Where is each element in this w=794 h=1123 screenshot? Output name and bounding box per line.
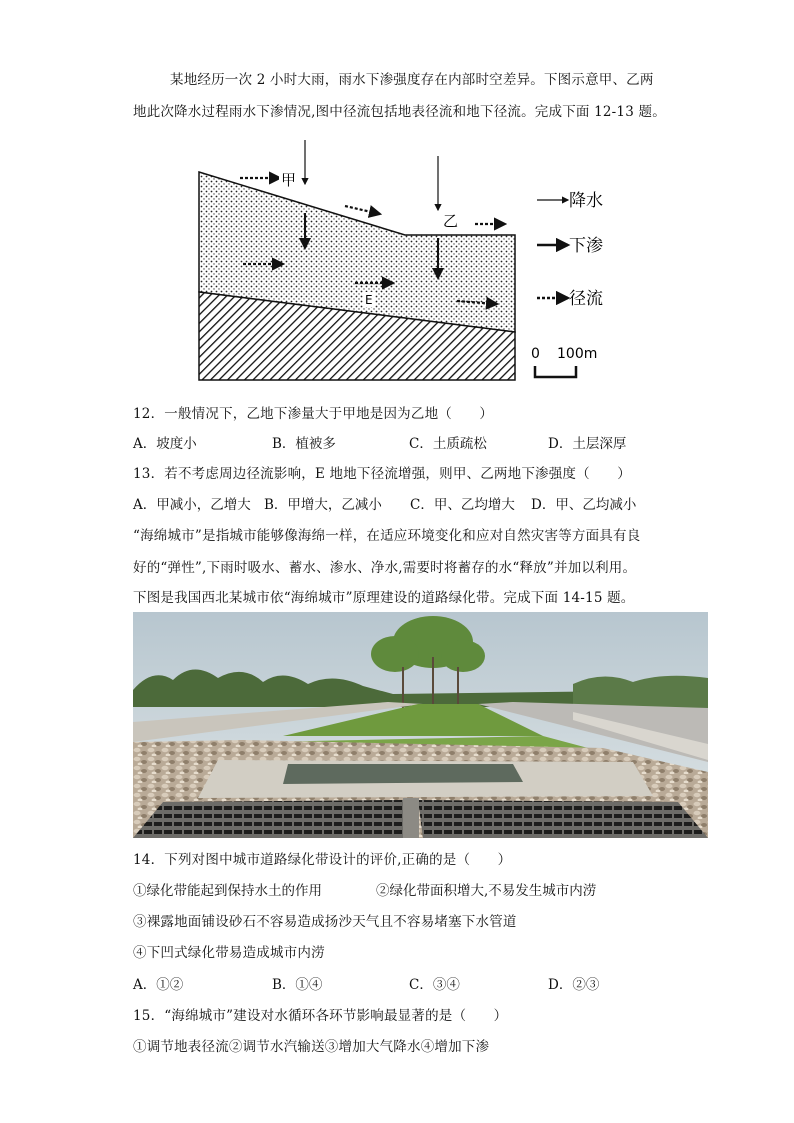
question-15-stem: 15．“海绵城市”建设对水循环各环节影响最显著的是（ ） <box>133 1008 508 1024</box>
runoff-arrow <box>345 206 380 214</box>
question-14-stem: 14．下列对图中城市道路绿化带设计的评价,正确的是（ ） <box>133 852 512 868</box>
scale-zero: 0 <box>531 346 540 362</box>
legend-runoff-label: 径流 <box>569 289 603 309</box>
q12-option-a: A．坡度小 <box>133 436 197 452</box>
intro-paragraph-line: 地此次降水过程雨水下渗情况,图中径流包括地表径流和地下径流。完成下面 12-13 题。 <box>133 104 666 120</box>
q14-option-d: D．②③ <box>548 977 600 993</box>
question-13-stem: 13．若不考虑周边径流影响，E 地地下径流增强，则甲、乙两地下渗强度（ ） <box>133 466 631 482</box>
legend-precip-label: 降水 <box>569 191 603 211</box>
intro-paragraph-line: 某地经历一次 2 小时大雨，雨水下渗强度存在内部时空差异。下图示意甲、乙两 <box>170 72 654 88</box>
q14-statement-1: ①绿化带能起到保持水土的作用 <box>133 883 322 899</box>
q13-option-b: B．甲增大，乙减小 <box>264 497 382 513</box>
q14-option-a: A．①② <box>133 977 184 993</box>
q12-option-c: C．土质疏松 <box>409 436 487 452</box>
label-jia: 甲 <box>281 171 297 189</box>
q13-option-d: D．甲、乙均减小 <box>531 497 637 513</box>
scale-bar <box>535 366 576 377</box>
q14-option-b: B．①④ <box>272 977 323 993</box>
question-12-stem: 12．一般情况下，乙地下渗量大于甲地是因为乙地（ ） <box>133 406 494 422</box>
intro2-line: “海绵城市”是指城市能够像海绵一样，在适应环境变化和应对自然灾害等方面具有良 <box>133 528 641 544</box>
scale-distance: 100m <box>557 346 598 362</box>
label-yi: 乙 <box>443 212 459 230</box>
q12-option-d: D．土层深厚 <box>548 436 627 452</box>
q13-option-a: A．甲减小，乙增大 <box>133 497 251 513</box>
infiltration-diagram <box>195 140 615 385</box>
q14-option-c: C．③④ <box>409 977 460 993</box>
q15-choices: ①调节地表径流②调节水汽输送③增加大气降水④增加下渗 <box>133 1039 490 1055</box>
q14-statement-4: ④下凹式绿化带易造成城市内涝 <box>133 945 325 961</box>
q13-option-c: C．甲、乙均增大 <box>410 497 515 513</box>
label-e: E <box>365 293 373 307</box>
legend-infiltration-label: 下渗 <box>569 236 603 256</box>
intro2-line: 好的“弹性”,下雨时吸水、蓄水、渗水、净水,需要时将蓄存的水“释放”并加以利用。 <box>133 560 637 576</box>
road-green-belt-photo <box>133 612 708 838</box>
q14-statement-2: ②绿化带面积增大,不易发生城市内涝 <box>376 883 597 899</box>
q12-option-b: B．植被多 <box>272 436 336 452</box>
q14-statement-3: ③裸露地面铺设砂石不容易造成扬沙天气且不容易堵塞下水管道 <box>133 914 517 930</box>
intro2-line: 下图是我国西北某城市依“海绵城市”原理建设的道路绿化带。完成下面 14-15 题。 <box>133 590 635 606</box>
